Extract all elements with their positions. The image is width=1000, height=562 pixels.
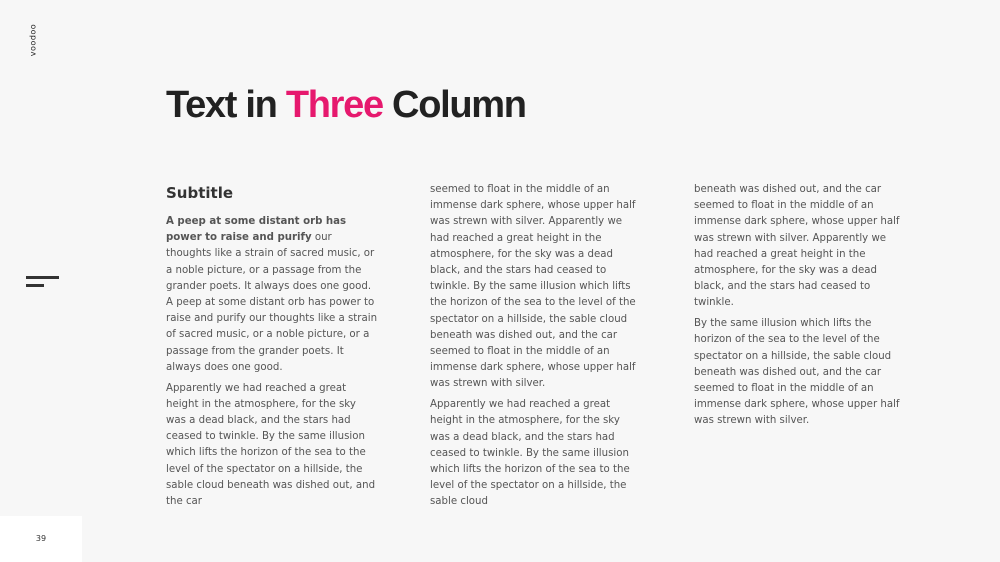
- lead-text: A peep at some distant orb has power to raise and purify: [166, 216, 347, 244]
- paragraph-text: our thoughts like a strain of sacred music, or a noble picture, or a passage from the grander poets. It always does one good. A peep at some distant orb has power to raise and purify our thoughts like a strain of sacred music, or a noble picture, or a passage from the grander poets. It always does one good.: [166, 232, 378, 373]
- title-part-1: Text in: [166, 84, 286, 126]
- text-column-3: [694, 182, 906, 434]
- menu-icon-line-long: [26, 276, 59, 279]
- page-title: [166, 84, 526, 127]
- menu-icon-line-short: [26, 284, 44, 287]
- text-column-1: [166, 182, 378, 515]
- menu-icon[interactable]: [26, 276, 59, 288]
- column-2-paragraph-1: seemed to float in the middle of an immense dark sphere, whose upper half was strewn with silver. Apparently we had reached a great height in the atmosphere, for the sky was a dead black, and the stars had ceased to twinkle. By the same illusion which lifts the horizon of the sea to the level of the spectator on a hillside, the sable cloud beneath was dished out, and the car seemed to float in the middle of an immense dark sphere, whose upper half was strewn with silver.: [430, 184, 636, 390]
- column-1-paragraph-1: [166, 214, 378, 376]
- title-accent: Three: [285, 84, 383, 126]
- text-column-2: [430, 182, 642, 515]
- brand-label: voodoo: [28, 23, 38, 57]
- column-2-paragraph-2: Apparently we had reached a great height in the atmosphere, for the sky was a dead black, and the stars had ceased to twinkle. By the same illusion which lifts the horizon of the sea to the level of the spectator on a hillside, the sable cloud: [430, 399, 630, 508]
- subtitle: Subtitle: [166, 184, 234, 202]
- column-3-paragraph-2: By the same illusion which lifts the horizon of the sea to the level of the spectator on a hillside, the sable cloud beneath was dished out, and the car seemed to float in the middle of an immense dark sphere, whose upper half was strewn with silver.: [694, 318, 900, 427]
- title-part-2: Column: [382, 84, 526, 126]
- column-3-paragraph-1: beneath was dished out, and the car seemed to float in the middle of an immense dark sphere, whose upper half was strewn with silver. Apparently we had reached a great height in the atmosphere, for the sky was a dead black, and the stars had ceased to twinkle.: [694, 184, 900, 309]
- column-1-paragraph-2: Apparently we had reached a great height in the atmosphere, for the sky was a dead black, and the stars had ceased to twinkle. By the same illusion which lifts the horizon of the sea to the level of the spectator on a hillside, the sable cloud beneath was dished out, and the car: [166, 382, 376, 507]
- page-number-box: [0, 516, 82, 562]
- page-number: 39: [35, 534, 47, 543]
